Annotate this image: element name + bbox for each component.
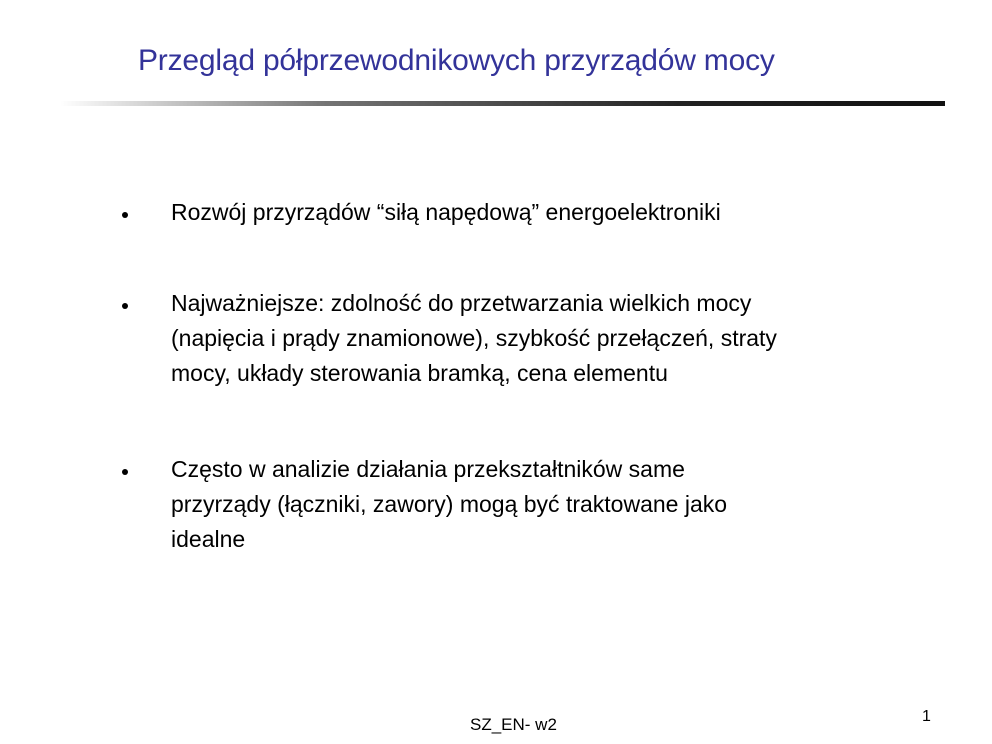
slide-title: Przegląd półprzewodnikowych przyrządów mocy: [138, 44, 775, 77]
bullet-dot-icon: [122, 212, 128, 218]
bullet-dot-icon: [122, 303, 128, 309]
footer-label: SZ_EN- w2: [470, 715, 557, 734]
page-number: 1: [922, 708, 931, 725]
bullet-text: Często w analizie działania przekształtników same przyrządy (łączniki, zawory) mogą być traktowane jako idealne: [171, 456, 728, 552]
bullet-text: Najważniejsze: zdolność do przetwarzania wielkich mocy (napięcia i prądy znamionowe), szybkość przełączeń, straty mocy, układy sterowania bramką, cena elementu: [171, 290, 777, 386]
title-divider: [60, 101, 945, 106]
bullet-dot-icon: [122, 469, 128, 475]
bullet-text: Rozwój przyrządów “siłą napędową” energoelektroniki: [171, 199, 721, 225]
